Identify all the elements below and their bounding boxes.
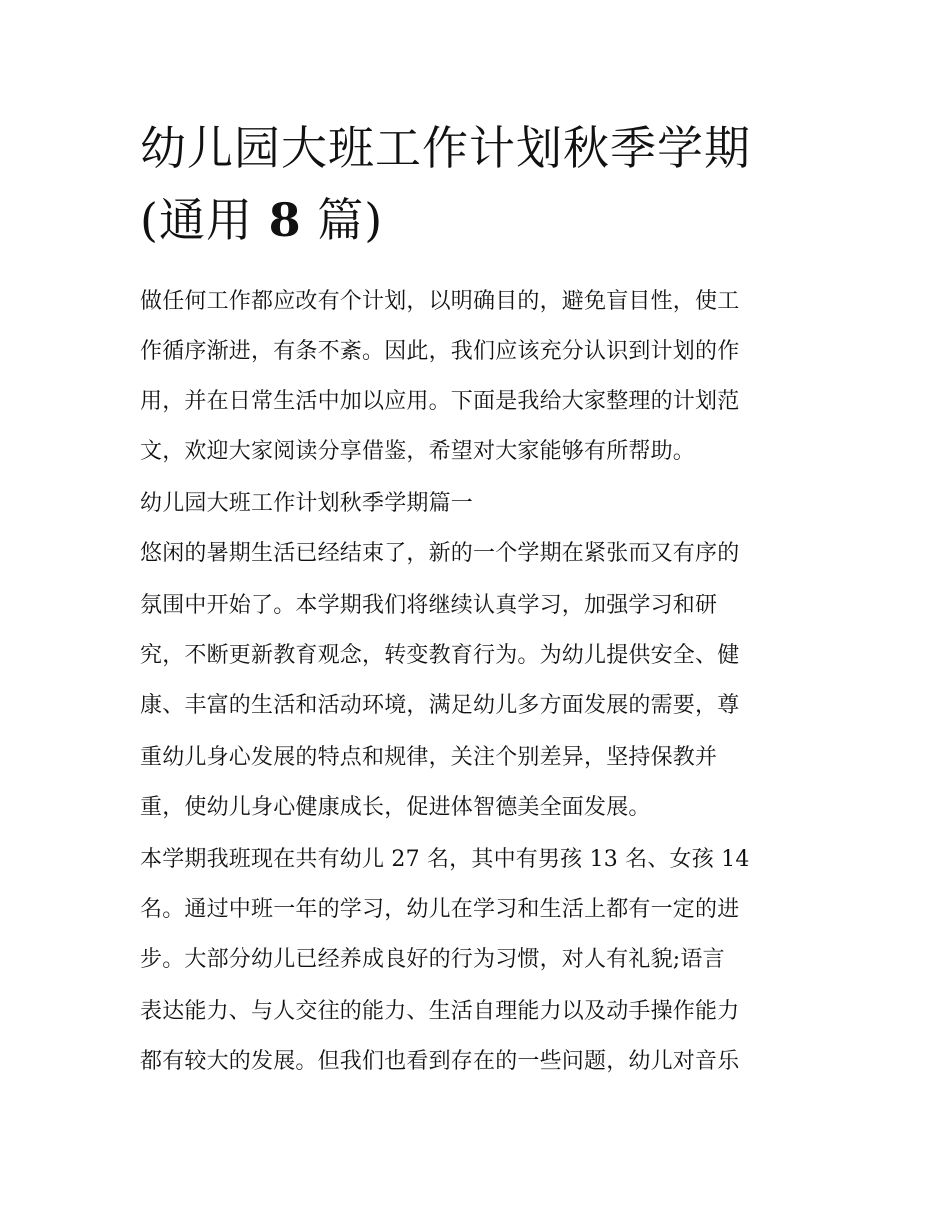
title-line-2-open: (通用 <box>140 193 269 247</box>
body-line-16: 都有较大的发展。但我们也看到存在的一些问题，幼儿对音乐 <box>140 1049 740 1074</box>
title-line-2-close: 篇) <box>301 193 384 247</box>
section-heading: 幼儿园大班工作计划秋季学期篇一 <box>140 491 474 516</box>
body-line-11: 重，使幼儿身心健康成长，促进体智德美全面发展。 <box>140 795 651 820</box>
title-line-1: 幼儿园大班工作计划秋季学期 <box>140 121 751 175</box>
document-title <box>140 112 820 256</box>
body-line-15: 表达能力、与人交往的能力、生活自理能力以及动手操作能力 <box>140 999 740 1024</box>
body-line-8: 究，不断更新教育观念，转变教育行为。为幼儿提供安全、健 <box>140 643 740 668</box>
body-line-10: 重幼儿身心发展的特点和规律，关注个别差异，坚持保教并 <box>140 745 718 770</box>
body-line-12: 本学期我班现在共有幼儿 27 名，其中有男孩 13 名、女孩 14 <box>140 847 750 872</box>
body-line-13: 名。通过中班一年的学习，幼儿在学习和生活上都有一定的进 <box>140 897 740 922</box>
title-line-2-number: 8 <box>268 193 302 247</box>
body-line-1: 做任何工作都应改有个计划，以明确目的，避免盲目性，使工 <box>140 289 740 314</box>
body-line-3: 用，并在日常生活中加以应用。下面是我给大家整理的计划范 <box>140 389 740 414</box>
body-line-9: 康、丰富的生活和活动环境，满足幼儿多方面发展的需要，尊 <box>140 693 740 718</box>
body-line-6: 悠闲的暑期生活已经结束了，新的一个学期在紧张而又有序的 <box>140 541 740 566</box>
body-line-7: 氛围中开始了。本学期我们将继续认真学习，加强学习和研 <box>140 593 718 618</box>
body-line-14: 步。大部分幼儿已经养成良好的行为习惯，对人有礼貌;语言 <box>140 947 725 972</box>
body-line-2: 作循序渐进，有条不紊。因此，我们应该充分认识到计划的作 <box>140 339 740 364</box>
body-line-4: 文，欢迎大家阅读分享借鉴，希望对大家能够有所帮助。 <box>140 439 696 464</box>
